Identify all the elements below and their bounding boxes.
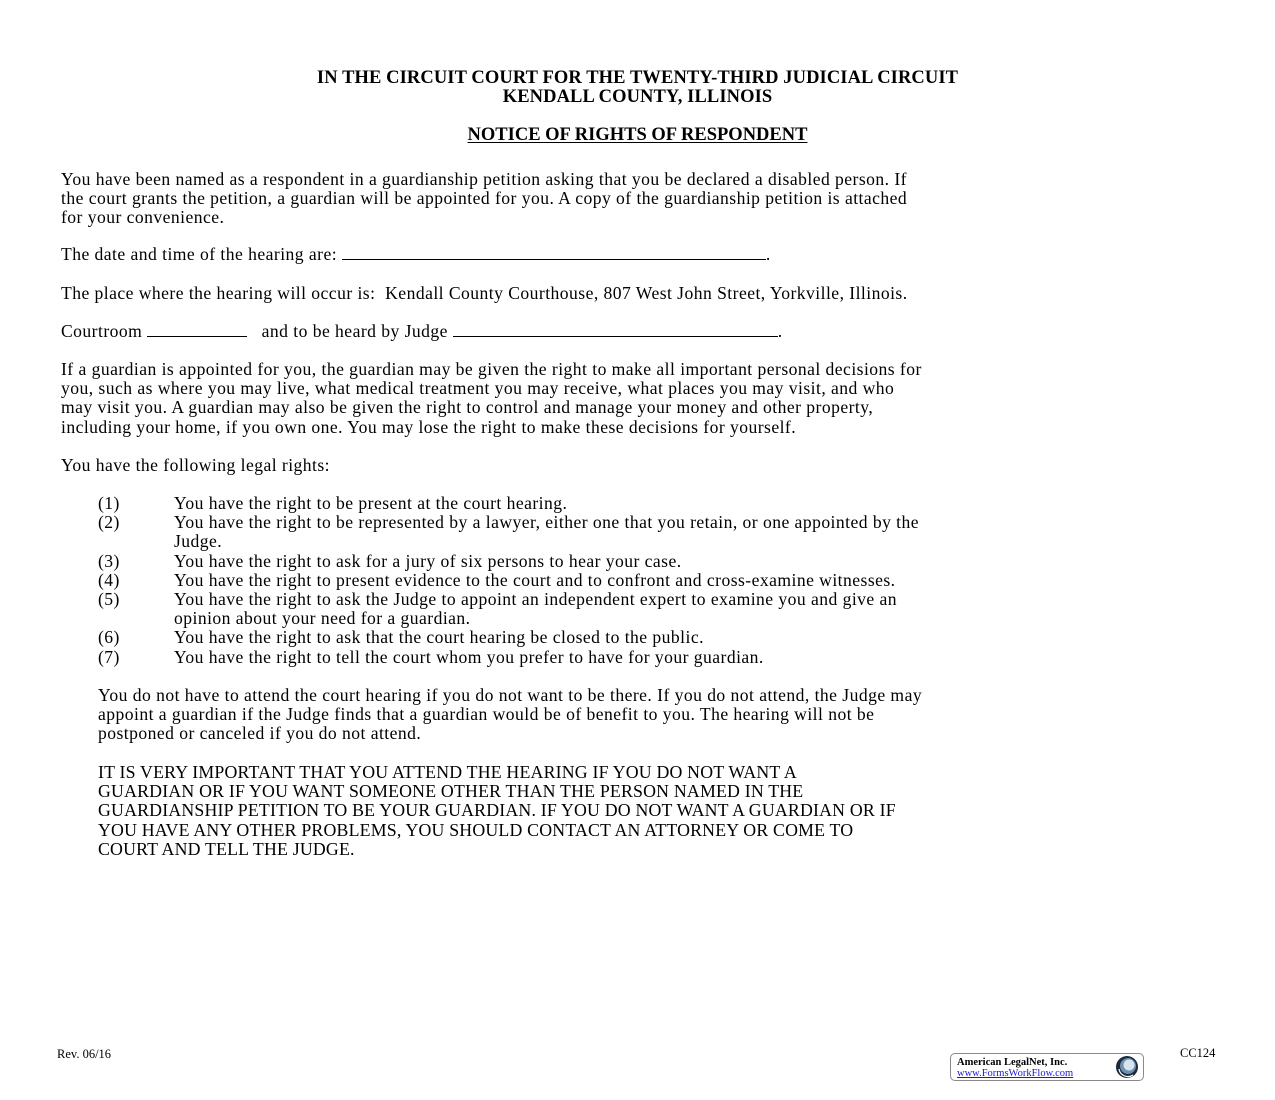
powers-line: If a guardian is appointed for you, the guardian may be given the right to make all important personal decisions for (61, 359, 922, 379)
period: . (765, 244, 771, 264)
right-item-1 (98, 494, 919, 513)
attendance-paragraph (98, 686, 1258, 744)
hearing-place-row (61, 284, 1221, 303)
right-text: You have the right to ask that the court hearing be closed to the public. (174, 627, 704, 648)
court-header-line: IN THE CIRCUIT COURT FOR THE TWENTY-THIRD JUDICIAL CIRCUIT (316, 68, 959, 88)
right-text: You have the right to be present at the court hearing. (174, 493, 568, 513)
right-number: (5) (98, 588, 120, 609)
right-number: (7) (98, 646, 120, 667)
powers-line: including your home, if you own one. You may lose the right to make these decisions for yourself. (61, 416, 797, 437)
right-number: (6) (98, 627, 120, 648)
attendance-line: postponed or canceled if you do not attend. (98, 723, 422, 744)
right-text: You have the right to ask the Judge to appoint an independent expert to examine you and give an (174, 588, 898, 609)
warning-line: COURT AND TELL THE JUDGE. (98, 838, 355, 859)
publisher-logo-box[interactable] (950, 1053, 1144, 1081)
hearing-date-row (61, 245, 1221, 264)
intro-line: for your convenience. (61, 207, 225, 228)
hearing-place-label: The place where the hearing will occur is: (61, 283, 376, 303)
right-item-7 (98, 648, 919, 667)
powers-line: may visit you. A guardian may also be given the right to control and manage your money and other property, (61, 397, 874, 418)
right-item-5 (98, 590, 919, 628)
county-header-line: KENDALL COUNTY, ILLINOIS (502, 87, 773, 107)
right-number: (4) (98, 569, 120, 590)
publisher-link[interactable]: www.FormsWorkFlow.com (957, 1068, 1074, 1079)
warning-line: GUARDIANSHIP PETITION TO BE YOUR GUARDIAN. IF YOU DO NOT WANT A GUARDIAN OR IF (98, 800, 896, 821)
warning-line: IT IS VERY IMPORTANT THAT YOU ATTEND THE HEARING IF YOU DO NOT WANT A (98, 762, 797, 782)
rights-list (98, 494, 919, 667)
intro-paragraph (61, 170, 1221, 228)
right-text: Judge. (174, 531, 223, 552)
period: . (777, 321, 783, 341)
right-text: opinion about your need for a guardian. (174, 608, 471, 629)
rights-intro: You have the following legal rights: (61, 455, 331, 475)
warning-paragraph (98, 763, 1258, 859)
right-text: You have the right to be represented by a lawyer, either one that you retain, or one appointed by the (174, 512, 920, 533)
intro-line: the court grants the petition, a guardian will be appointed for you. A copy of the guardianship petition is attached (61, 188, 908, 209)
judge-label: and to be heard by Judge (261, 321, 448, 341)
right-item-3 (98, 552, 919, 571)
right-number: (3) (98, 550, 120, 571)
warning-line: YOU HAVE ANY OTHER PROBLEMS, YOU SHOULD CONTACT AN ATTORNEY OR COME TO (98, 819, 854, 840)
right-number: (1) (98, 493, 120, 513)
hearing-place-value: Kendall County Courthouse, 807 West John Street, Yorkville, Illinois. (385, 283, 908, 303)
page-title-text: NOTICE OF RIGHTS OF RESPONDENT (467, 125, 808, 145)
guardian-powers-paragraph (61, 360, 1221, 437)
publisher-name: American LegalNet, Inc. (957, 1057, 1068, 1068)
hearing-date-label: The date and time of the hearing are: (61, 244, 338, 264)
form-code: CC124 (1180, 1046, 1216, 1060)
attendance-line: You do not have to attend the court hearing if you do not want to be there. If you do not attend, the Judge may (98, 685, 923, 705)
right-text: You have the right to tell the court whom you prefer to have for your guardian. (174, 646, 764, 667)
right-text: You have the right to ask for a jury of six persons to hear your case. (174, 550, 682, 571)
courtroom-field[interactable] (147, 322, 247, 337)
powers-line: you, such as where you may live, what medical treatment you may receive, what places you may visit, and who (61, 378, 895, 399)
judge-field[interactable] (453, 322, 778, 337)
courtroom-judge-row (61, 322, 1221, 341)
hearing-date-field[interactable] (342, 245, 766, 260)
warning-line: GUARDIAN OR IF YOU WANT SOMEONE OTHER THAN THE PERSON NAMED IN THE (98, 781, 804, 802)
right-item-6 (98, 628, 919, 647)
right-text: You have the right to present evidence to the court and to confront and cross-examine witnesses. (174, 569, 896, 590)
courtroom-label: Courtroom (61, 321, 143, 341)
attendance-line: appoint a guardian if the Judge finds that a guardian would be of benefit to you. The hearing will not be (98, 704, 875, 725)
revision-label: Rev. 06/16 (57, 1047, 112, 1061)
globe-logo-icon (1115, 1055, 1139, 1079)
intro-line: You have been named as a respondent in a guardianship petition asking that you be declared a disabled person. If (61, 169, 907, 189)
right-item-2 (98, 513, 919, 551)
right-item-4 (98, 571, 919, 590)
page-title (0, 126, 1275, 145)
right-number: (2) (98, 512, 120, 533)
